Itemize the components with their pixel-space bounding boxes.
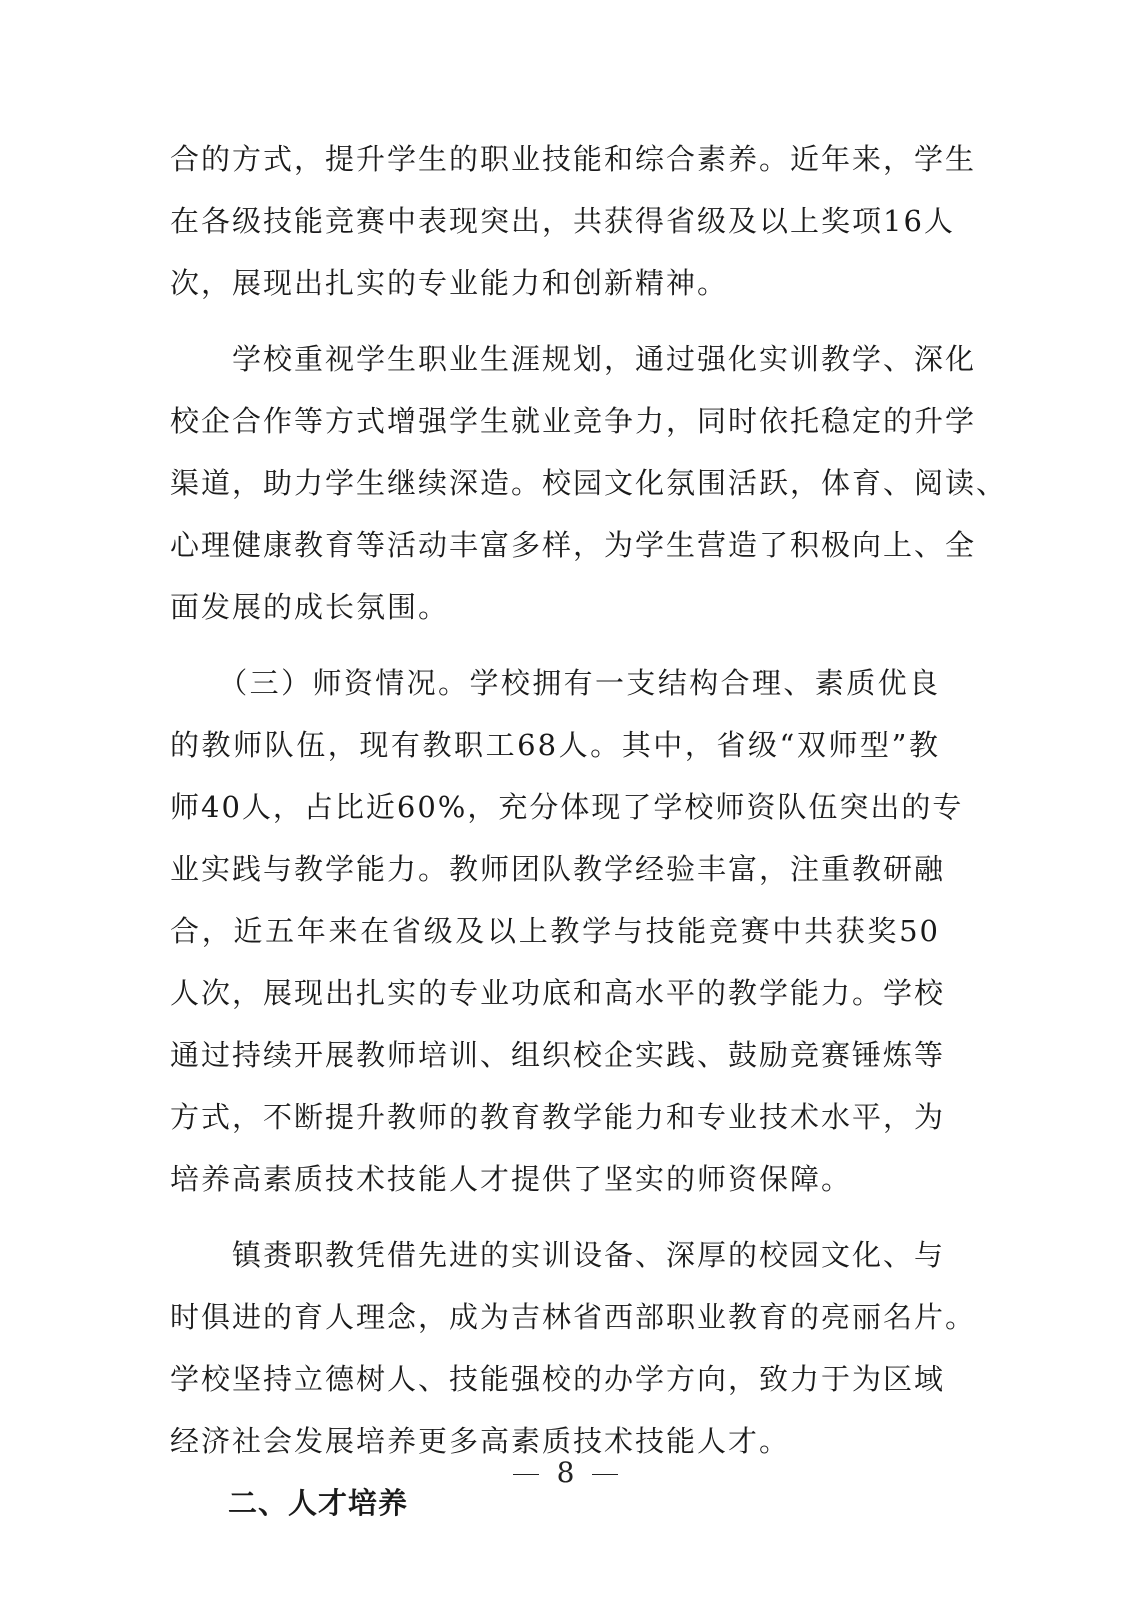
paragraph-spacer <box>170 1210 940 1224</box>
section-heading: 二、人才培养 <box>228 1486 409 1520</box>
document-page <box>170 128 1008 1534</box>
text-line: 经济社会发展培养更多高素质技术技能人才。 <box>170 1424 791 1458</box>
text-line: 合，近五年来在省级及以上教学与技能竞赛中共获奖50 <box>170 914 940 948</box>
text-line: 的教师队伍，现有教职工68人。其中，省级“双师型”教 <box>170 728 940 762</box>
paragraph-student-achievements <box>170 128 977 314</box>
dash-left <box>513 1474 539 1476</box>
text-line: 培养高素质技术技能人才提供了坚实的师资保障。 <box>170 1162 853 1196</box>
text-line: 业实践与教学能力。教师团队教学经验丰富，注重教研融 <box>170 852 946 886</box>
page-footer <box>0 1456 1131 1489</box>
text-line: 在各级技能竞赛中表现突出，共获得省级及以上奖项16人 <box>170 204 955 238</box>
text-line: 通过持续开展教师培训、组织校企实践、鼓励竞赛锤炼等 <box>170 1038 946 1072</box>
text-line: 镇赉职教凭借先进的实训设备、深厚的校园文化、与 <box>170 1238 946 1272</box>
paragraph-career-planning <box>170 328 1008 638</box>
text-line: 面发展的成长氛围。 <box>170 590 450 624</box>
paragraph-summary <box>170 1224 977 1472</box>
text-line: 心理健康教育等活动丰富多样，为学生营造了积极向上、全 <box>170 528 977 562</box>
paragraph-faculty <box>170 652 964 1210</box>
paragraph-spacer <box>170 314 940 328</box>
text-line: 渠道，助力学生继续深造。校园文化氛围活跃，体育、阅读、 <box>170 466 1008 500</box>
dash-right <box>592 1474 618 1476</box>
text-line: 校企合作等方式增强学生就业竞争力，同时依托稳定的升学 <box>170 404 977 438</box>
text-line: 方式，不断提升教师的教育教学能力和专业技术水平，为 <box>170 1100 946 1134</box>
text-line: （三）师资情况。学校拥有一支结构合理、素质优良 <box>170 666 940 700</box>
text-line: 次，展现出扎实的专业能力和创新精神。 <box>170 266 729 300</box>
text-line: 合的方式，提升学生的职业技能和综合素养。近年来，学生 <box>170 142 977 176</box>
text-line: 时俱进的育人理念，成为吉林省西部职业教育的亮丽名片。 <box>170 1300 977 1334</box>
text-line: 学校坚持立德树人、技能强校的办学方向，致力于为区域 <box>170 1362 946 1396</box>
text-line: 人次，展现出扎实的专业功底和高水平的教学能力。学校 <box>170 976 946 1010</box>
text-line: 师40人，占比近60%，充分体现了学校师资队伍突出的专 <box>170 790 964 824</box>
paragraph-spacer <box>170 638 940 652</box>
text-line: 学校重视学生职业生涯规划，通过强化实训教学、深化 <box>170 342 977 376</box>
page-number: 8 <box>556 1456 575 1489</box>
